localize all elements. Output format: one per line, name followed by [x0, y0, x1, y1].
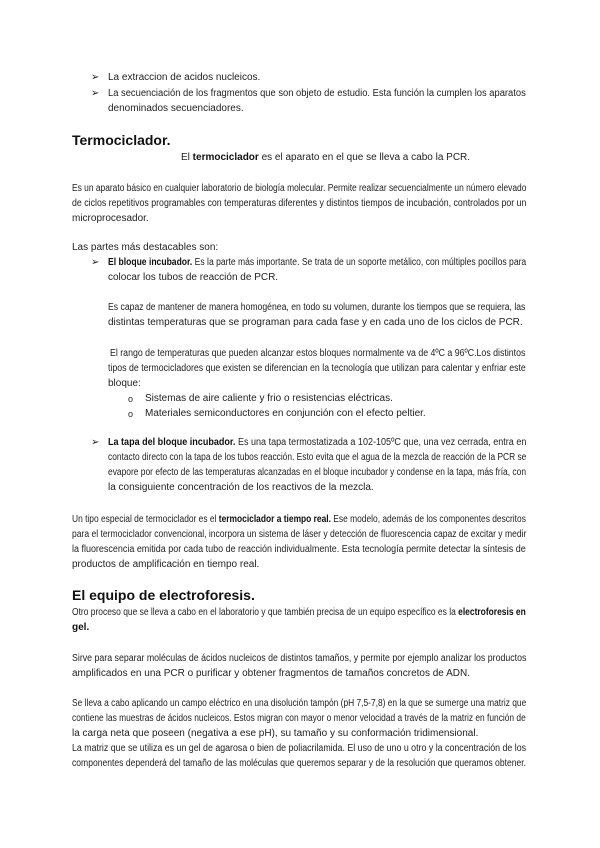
paragraph-line: Sirve para separar moléculas de ácidos nucleicos de distintos tamaños, y permite por ejemplo analizar los productos	[72, 653, 527, 664]
arrow-bullet-icon: ➢	[91, 88, 100, 99]
list-item-bloque: El bloque incubador. Es la parte más importante. Se trata de un soporte metálico, con múltiples pocillos para	[108, 257, 527, 268]
sub-list-item: Materiales semiconductores en conjunción con el efecto peltier.	[145, 408, 426, 419]
paragraph-line: Es capaz de mantener de manera homogénea, en todo su volumen, durante los tiempos que se requiera, las	[108, 302, 526, 313]
paragraph-line: contiene las muestras de ácidos nucleicos. Estos migran con mayor o menor velocidad a través de la matriz en función de	[72, 713, 526, 724]
parts-intro: Las partes más destacables son:	[72, 242, 219, 253]
section-heading-electroforesis: El equipo de electroforesis.	[72, 587, 255, 603]
paragraph-line: la fluorescencia emitida por cada tubo de reacción individualmente. Esta tecnología permite detectar la síntesis de	[72, 544, 526, 555]
list-item-continued: denominados secuenciadores.	[108, 103, 244, 114]
paragraph-line: para el termociclador convencional, incorpora un sistema de láser y detección de fluorescencia capaz de excitar y medir	[72, 529, 527, 540]
list-item-continued: evapore por efecto de las temperaturas alcanzadas en el bloque incubador y condense en la tapa, más fría, con	[108, 467, 527, 478]
paragraph-line: gel.	[72, 622, 90, 633]
paragraph-line: microprocesador.	[72, 213, 149, 224]
circle-bullet-icon: o	[128, 394, 134, 404]
arrow-bullet-icon: ➢	[91, 72, 100, 83]
paragraph-line: productos de amplificación en tiempo real.	[72, 559, 260, 570]
paragraph-line: componentes dependerá del tamaño de las moléculas que queremos separar y de la resolución que queramos obtener.	[72, 758, 527, 769]
paragraph-line: Es un aparato básico en cualquier laboratorio de biología molecular. Permite realizar secuencialmente un número elevado	[72, 183, 527, 194]
circle-bullet-icon: o	[128, 409, 134, 419]
list-item-tapa: La tapa del bloque incubador. Es una tapa termostatizada a 102-105ºC que, una vez cerrada, entra en	[108, 437, 527, 448]
paragraph-line: distintas temperaturas que se programan para cada fase y en cada uno de los ciclos de PCR.	[108, 317, 523, 328]
paragraph-line: tipos de termocicladores que existen se diferencian en la tecnología que utilizan para calentar y enfriar este	[108, 363, 526, 374]
list-item: La secuenciación de los fragmentos que son objeto de estudio. Esta función la cumplen los aparatos	[108, 88, 526, 99]
list-item-continued: la consiguiente concentración de los reactivos de la mezcla.	[108, 482, 374, 493]
list-item: La extraccion de acidos nucleicos.	[108, 72, 261, 83]
arrow-bullet-icon: ➢	[91, 437, 100, 448]
paragraph-line: La matriz que se utiliza es un gel de agarosa o bien de poliacrilamida. El uso de uno u otro y la concentración de los	[72, 743, 527, 754]
sub-list-item: Sistemas de aire caliente y frio o resistencias eléctricas.	[145, 393, 393, 404]
paragraph-line: Otro proceso que se lleva a cabo en el laboratorio y que también precisa de un equipo específico es la electroforesis en	[72, 607, 526, 618]
paragraph-line: bloque:	[108, 378, 141, 389]
section-heading-termociclador: Termociclador.	[72, 132, 171, 148]
list-item-continued: contacto directo con la tapa de los tubos reacción. Esto evita que el agua de la mezcla de reacción de la PCR se	[108, 452, 527, 463]
paragraph-line: de ciclos repetitivos programables con temperaturas diferentes y distintos tiempos de incubación, controlados por un	[72, 198, 527, 209]
paragraph-line: Un tipo especial de termociclador es el termociclador a tiempo real. Ese modelo, además de los componentes descritos	[72, 514, 526, 525]
paragraph-line: Se lleva a cabo aplicando un campo eléctrico en una disolución tampón (pH 7,5-7,8) en la que se sumerge una matriz que	[72, 698, 527, 709]
arrow-bullet-icon: ➢	[91, 257, 100, 268]
paragraph-line: El rango de temperaturas que pueden alcanzar estos bloques normalmente va de 4ºC a 96ºC.Los distintos	[110, 348, 526, 359]
list-item-continued: colocar los tubos de reacción de PCR.	[108, 272, 279, 283]
paragraph-line: amplificados en una PCR o purificar y obtener fragmentos de tamaños concretos de ADN.	[72, 668, 470, 679]
paragraph-line: la carga neta que poseen (negativa a ese pH), su tamaño y su conformación tridimensional.	[72, 728, 479, 739]
definition-line: El termociclador es el aparato en el que se lleva a cabo la PCR.	[181, 152, 471, 163]
